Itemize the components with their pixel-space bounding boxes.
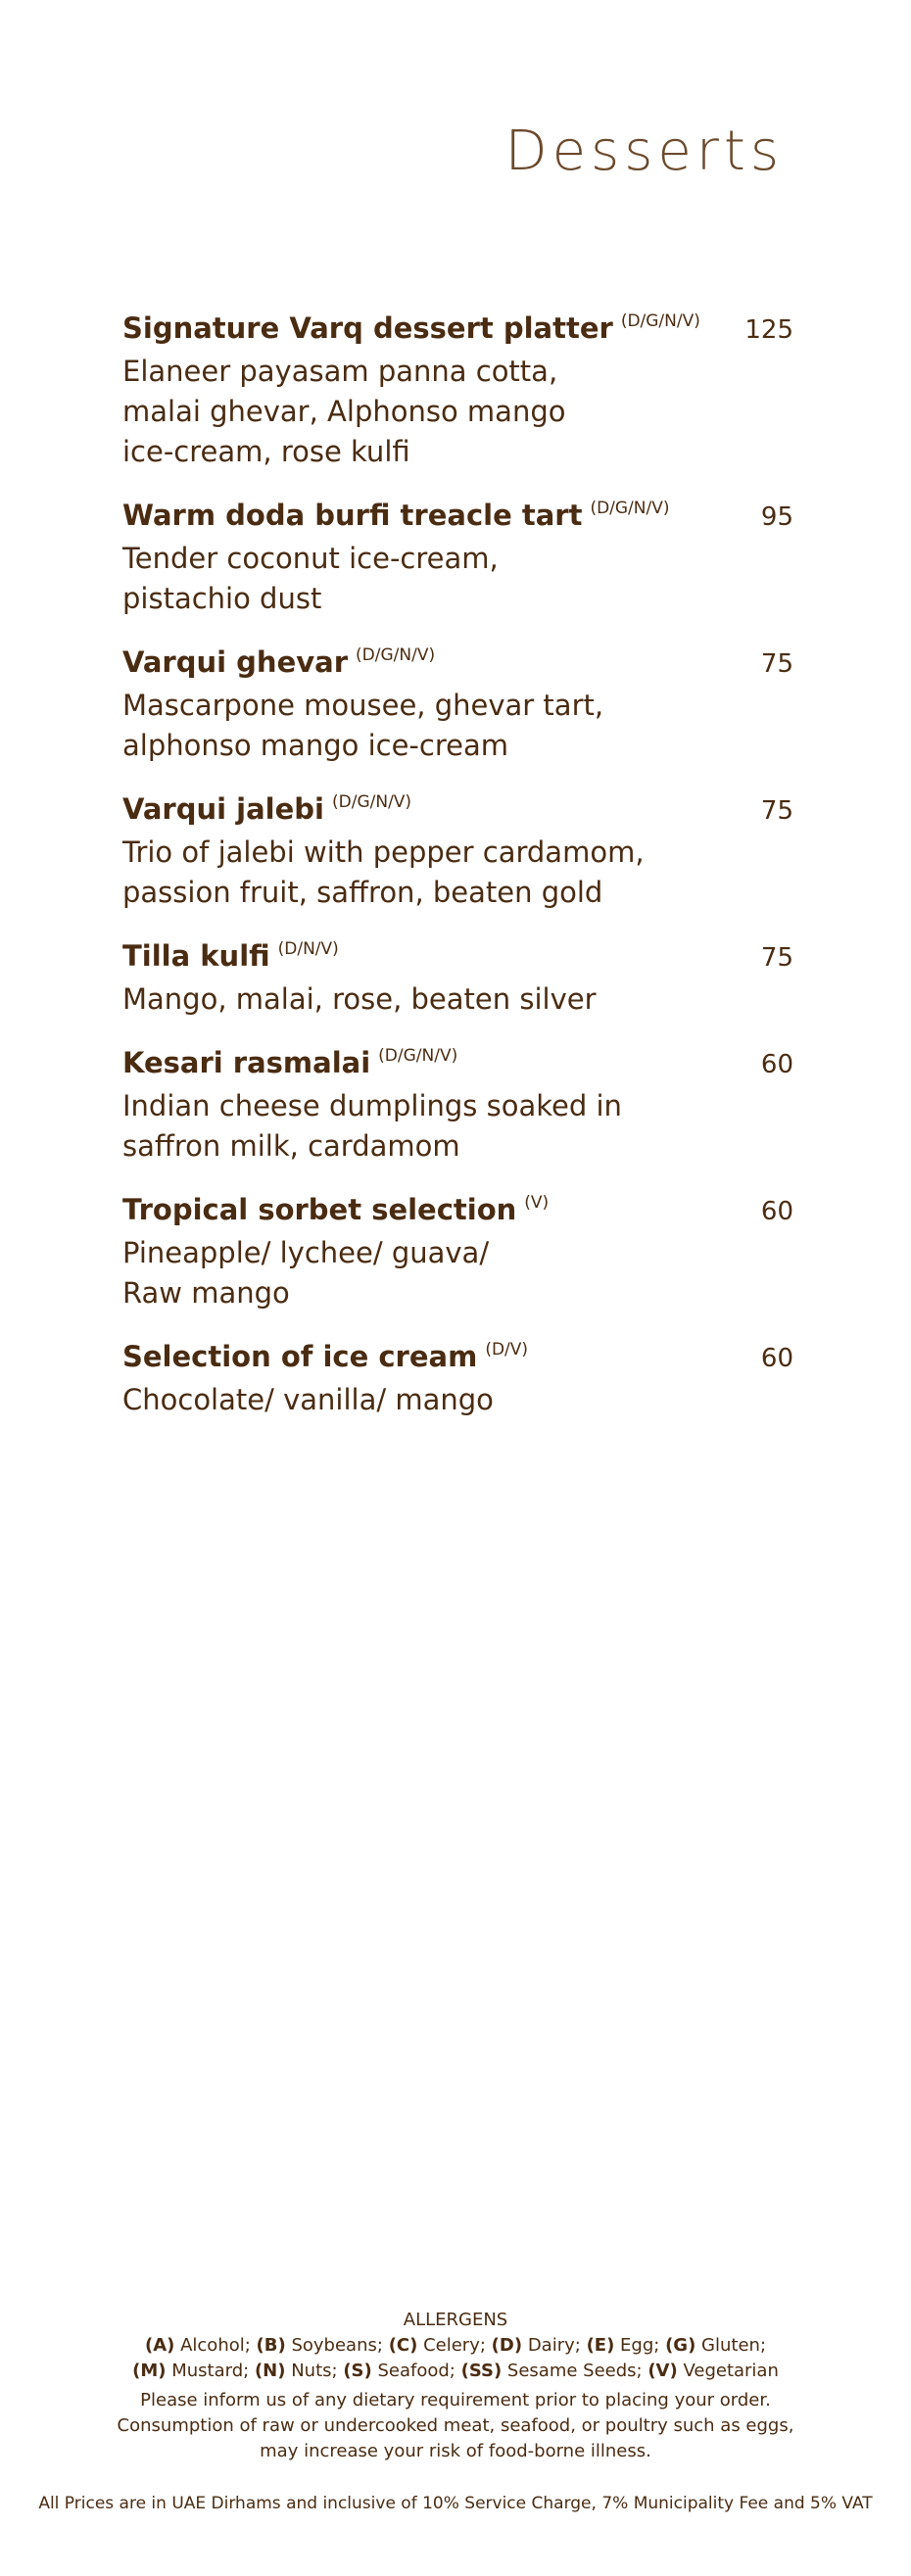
item-dietary-tags: (D/G/N/V) [590,499,670,518]
menu-item [122,311,793,472]
item-name: Tropical sorbet selection [122,1193,517,1226]
item-dietary-tags: (D/V) [485,1340,529,1360]
allergen-label: Gluten; [701,2335,767,2356]
item-name: Kesari rasmalai [122,1046,371,1079]
item-name: Warm doda burfi treacle tart [122,499,583,532]
menu-item [122,939,793,1020]
allergen-code: (B) [256,2335,286,2356]
item-description-line: Indian cheese dumplings soaked in [122,1089,622,1122]
menu-item [122,499,793,619]
dietary-notice-line: Consumption of raw or undercooked meat, seafood, or poultry such as eggs, [117,2415,794,2436]
item-description [122,1086,793,1167]
item-description [122,833,793,913]
dietary-notice [0,2388,911,2464]
menu-item [122,645,793,766]
item-price: 75 [760,649,793,679]
allergen-label: Vegetarian [683,2361,779,2381]
dessert-menu-list [122,311,793,1447]
item-description-line: Elaneer payasam panna cotta, [122,355,558,388]
allergen-code: (S) [343,2361,372,2381]
item-description-line: passion fruit, saffron, beaten gold [122,876,603,909]
item-dietary-tags: (D/N/V) [277,939,339,959]
item-description-line: Tender coconut ice-cream, [122,542,499,575]
item-description-line: Pineapple/ lychee/ guava/ [122,1236,490,1269]
item-name: Tilla kulfi [122,939,270,973]
item-name: Varqui jalebi [122,792,324,826]
allergen-label: Alcohol; [180,2335,251,2356]
allergen-label: Sesame Seeds; [506,2361,643,2381]
item-description-line: pistachio dust [122,582,322,615]
prices-disclaimer: All Prices are in UAE Dirhams and inclusive of 10% Service Charge, 7% Municipality Fee and 5% VAT [38,2494,873,2513]
item-price: 60 [760,1197,793,1226]
item-name: Selection of ice cream [122,1340,478,1373]
item-description [122,979,793,1020]
allergen-code: (SS) [460,2361,503,2381]
allergen-code: (E) [586,2335,615,2356]
item-description [122,352,793,472]
item-description-line: Mango, malai, rose, beaten silver [122,982,597,1016]
menu-item [122,1193,793,1313]
item-dietary-tags: (V) [524,1193,550,1213]
dietary-notice-line: Please inform us of any dietary requirement prior to placing your order. [140,2390,771,2410]
item-name: Signature Varq dessert platter [122,311,613,345]
item-price: 125 [744,315,793,345]
menu-item [122,792,793,913]
item-price: 60 [760,1050,793,1079]
allergen-code: (G) [665,2335,696,2356]
item-dietary-tags: (D/G/N/V) [620,311,700,331]
item-price: 95 [760,502,793,532]
dietary-notice-line: may increase your risk of food-borne illness. [260,2441,651,2461]
menu-footer [0,2308,911,2515]
allergen-label: Seafood; [377,2361,456,2381]
item-price: 75 [760,943,793,973]
item-description [122,1233,793,1313]
item-description [122,539,793,619]
allergen-code: (A) [144,2335,175,2356]
menu-item [122,1340,793,1420]
allergen-code: (V) [647,2361,678,2381]
item-dietary-tags: (D/G/N/V) [356,645,436,665]
item-description-line: Trio of jalebi with pepper cardamom, [122,835,645,869]
allergen-label: Egg; [620,2335,660,2356]
item-price: 60 [760,1344,793,1373]
allergen-label: Dairy; [527,2335,581,2356]
page-title: Desserts [504,119,784,183]
item-dietary-tags: (D/G/N/V) [378,1046,458,1066]
allergen-label: Celery; [423,2335,486,2356]
allergens-heading: ALLERGENS [403,2310,508,2330]
menu-item [122,1046,793,1167]
item-description-line: ice-cream, rose kulfi [122,435,410,468]
allergen-code: (M) [132,2361,167,2381]
allergen-code: (D) [491,2335,523,2356]
item-name: Varqui ghevar [122,645,349,679]
item-price: 75 [760,796,793,826]
allergen-code: (N) [254,2361,286,2381]
allergen-label: Soybeans; [291,2335,383,2356]
allergen-code: (C) [388,2335,418,2356]
allergens-legend-line [0,2359,911,2384]
allergen-label: Mustard; [171,2361,250,2381]
item-dietary-tags: (D/G/N/V) [332,792,412,812]
item-description-line: alphonso mango ice-cream [122,729,508,762]
item-description-line: Chocolate/ vanilla/ mango [122,1383,494,1416]
item-description-line: Raw mango [122,1276,290,1310]
item-description-line: saffron milk, cardamom [122,1129,460,1163]
item-description-line: Mascarpone mousee, ghevar tart, [122,689,604,722]
allergens-legend-line [0,2333,911,2359]
item-description [122,1380,793,1420]
item-description-line: malai ghevar, Alphonso mango [122,395,566,428]
allergen-label: Nuts; [291,2361,338,2381]
item-description [122,686,793,766]
